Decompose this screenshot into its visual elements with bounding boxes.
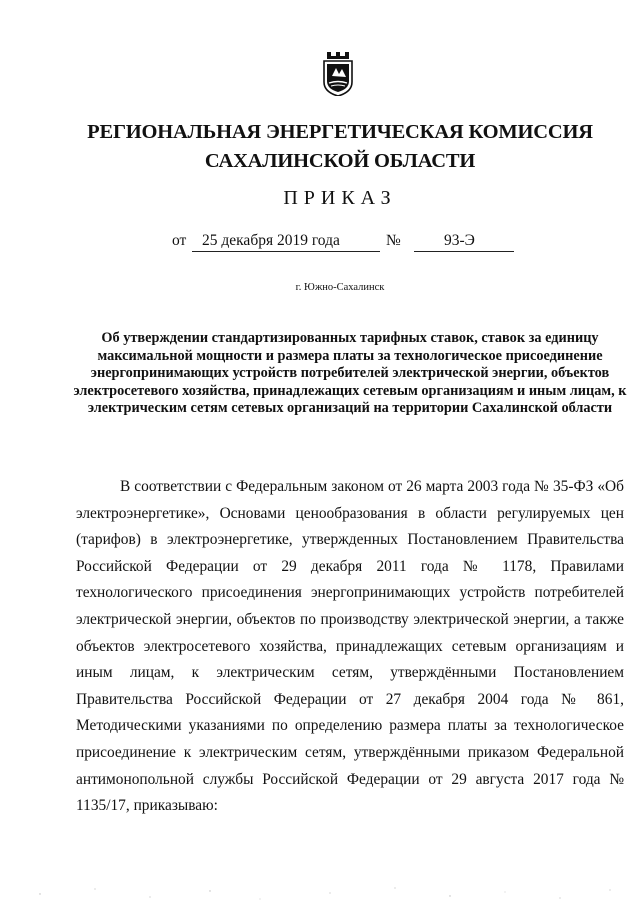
document-type: ПРИКАЗ [283,187,397,209]
date-underline [192,251,380,252]
order-date: 25 декабря 2019 года [202,232,340,249]
organization-title-line-2: САХАЛИНСКОЙ ОБЛАСТИ [204,150,476,172]
order-subject: Об утверждении стандартизированных тарифных ставок, ставок за единицу максимальной мощности и размера платы за технологическое присоединение энергопринимающих устройств потребителей электрической энергии, объектов электросетевого хозяйства, принадлежащих сетевым организациям и иным лицам, к электрическим сетям сетевых организаций на территории Сахалинской области [73,330,627,417]
order-body: В соответствии с Федеральным законом от 26 марта 2003 года № 35-ФЗ «Об электроэнергетике», Основами ценообразования в области регулируемых цен (тарифов) в электроэнергетике, утвержденных Постановлением Правительства Российской Федерации от 29 декабря 2011 года № 1178, Правилами технологического присоединения энергопринимающих устройств потребителей электрической энергии, объектов по производству электрической энергии, а также объектов электросетевого хозяйства, принадлежащих сетевым организациям и иным лицам, к электрическим сетям, утверждёнными Постановлением Правительства Российской Федерации от 27 декабря 2004 года № 861, Методическими указаниями по определению размера платы за технологическое присоединение к электрическим сетям, утверждёнными приказом Федеральной антимонопольной службы Российской Федерации от 29 августа 2017 года № 1135/17, приказываю: [76,478,624,815]
order-number: 93-Э [444,232,475,249]
number-label: № [386,232,401,249]
order-date-number [172,232,532,254]
organization-title [60,118,620,176]
city: г. Южно-Сахалинск [295,282,385,293]
from-label: от [172,232,187,249]
coat-of-arms-icon [322,52,354,96]
scan-noise [0,880,640,905]
organization-title-line-1: РЕГИОНАЛЬНАЯ ЭНЕРГЕТИЧЕСКАЯ КОМИССИЯ [87,121,593,143]
number-underline [414,251,514,252]
